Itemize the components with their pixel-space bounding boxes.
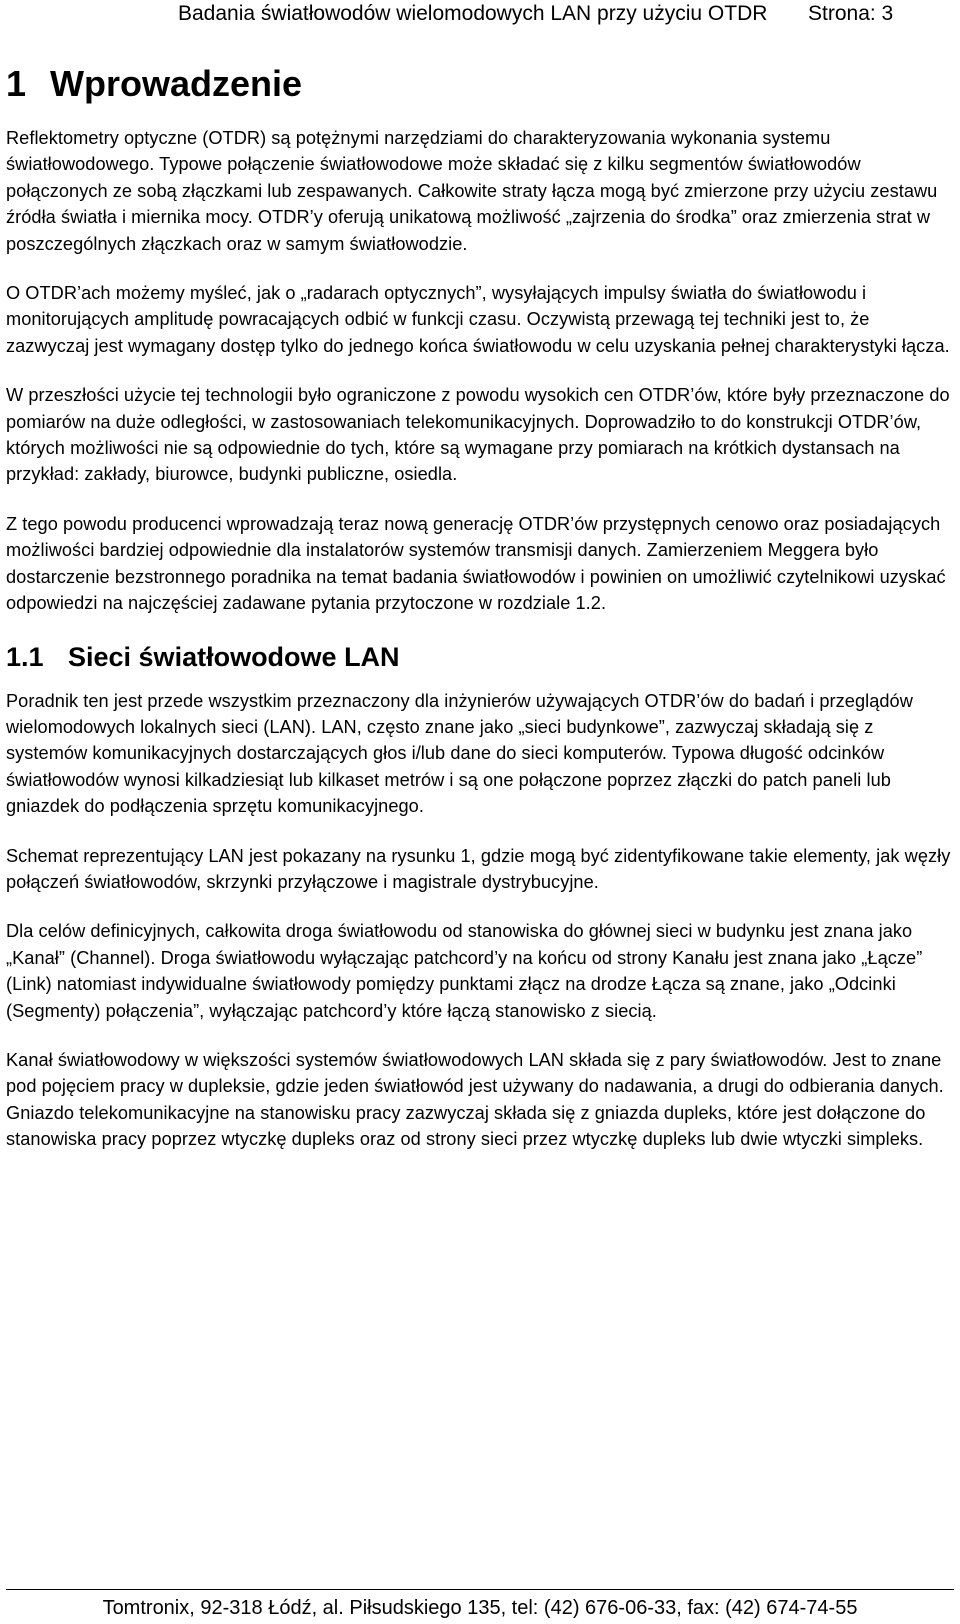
section-1-1-title: Sieci światłowodowe LAN: [68, 641, 400, 672]
section-1-paragraph-3: W przeszłości użycie tej technologii było ograniczone z powodu wysokich cen OTDR’ów, które były przeznaczone do pomiarów na duże odległości, w zastosowaniach telekomunikacyjnych. Doprowadziło to do konstrukcji OTDR’ów, których możliwości nie są odpowiednie do tych, które są wymagane przy pomiarach na krótkich dystansach na przykład: zakłady, biurowce, budynki publiczne, osiedla.: [6, 385, 950, 485]
page-content: [6, 62, 954, 1176]
header-document-title: Badania światłowodów wielomodowych LAN przy użyciu OTDR: [178, 2, 768, 25]
section-1-heading: [6, 62, 954, 106]
section-1-title: Wprowadzenie: [50, 63, 303, 104]
section-1-1-heading: [6, 640, 954, 674]
section-1-number: 1: [6, 63, 27, 104]
header-page-number: Strona: 3: [808, 2, 894, 25]
section-1-1-paragraph-2: Schemat reprezentujący LAN jest pokazany na rysunku 1, gdzie mogą być zidentyfikowane takie elementy, jak węzły połączeń światłowodów, skrzynki przyłączowe i magistrale dystrybucyjne.: [6, 845, 951, 892]
section-1-1-paragraph-1: Poradnik ten jest przede wszystkim przeznaczony dla inżynierów używających OTDR’ów do badań i przeglądów wielomodowych lokalnych sieci (LAN). LAN, często znane jako „sieci budynkowe”, zazwyczaj składają się z systemów komunikacyjnych dostarczających głos i/lub dane do sieci komputerów. Typowa długość odcinków światłowodów wynosi kilkadziesiąt lub kilkaset metrów i są one połączone poprzez złączki do patch paneli lub gniazdek do podłączenia sprzętu komunikacyjnego.: [6, 690, 913, 817]
section-1-1-paragraph-3: Dla celów definicyjnych, całkowita droga światłowodu od stanowiska do głównej sieci w budynku jest znana jako „Kanał” (Channel). Droga światłowodu wyłączając patchcord’y na końcu od strony Kanału jest znana jako „Łącze” (Link) natomiast indywidualne światłowody pomiędzy punktami złącz na drodze Łącza są znane, jako „Odcinki (Segmenty) połączenia”, wyłączając patchcord’y które łączą stanowisko z siecią.: [6, 921, 923, 1021]
footer-divider: [6, 1589, 954, 1590]
section-1-1-paragraph-4: Kanał światłowodowy w większości systemów światłowodowych LAN składa się z pary światłowodów. Jest to znane pod pojęciem pracy w dupleksie, gdzie jeden światłowód jest używany do nadawania, a drugi do odbierania danych. Gniazdo telekomunikacyjne na stanowisku pracy zazwyczaj składa się z gniazda dupleks, które jest dołączone do stanowiska pracy poprzez wtyczkę dupleks oraz od strony sieci przez wtyczkę dupleks lub dwie wtyczki simpleks.: [6, 1049, 944, 1150]
section-1-paragraph-2: O OTDR’ach możemy myśleć, jak o „radarach optycznych”, wysyłających impulsy światła do światłowodu i monitorujących amplitudę powracających odbić w funkcji czasu. Oczywistą przewagą tej techniki jest to, że zazwyczaj jest wymagany dostęp tylko do jednego końca światłowodu w celu uzyskania pełnej charakterystyki łącza.: [6, 283, 950, 356]
section-1-paragraph-1: Reflektometry optyczne (OTDR) są potężnymi narzędziami do charakteryzowania wykonania systemu światłowodowego. Typowe połączenie światłowodowe może składać się z kilku segmentów światłowodów połączonych ze sobą złączkami lub zespawanych. Całkowite straty łącza mogą być zmierzone przy użyciu zestawu źródła światła i miernika mocy. OTDR’y oferują unikatową możliwość „zajrzenia do środka” oraz zmierzenia strat w poszczególnych złączkach oraz w samym światłowodzie.: [6, 128, 938, 254]
section-1-paragraph-4: Z tego powodu producenci wprowadzają teraz nową generację OTDR’ów przystępnych cenowo oraz posiadających możliwości bardziej odpowiednie dla instalatorów systemów transmisji danych. Zamierzeniem Meggera było dostarczenie bezstronnego poradnika na temat badania światłowodów i powinien on umożliwić czytelnikowi uzyskać odpowiedzi na najczęściej zadawane pytania przytoczone w rozdziale 1.2.: [6, 513, 946, 614]
section-1-1-number: 1.1: [6, 641, 44, 672]
page-footer: Tomtronix, 92-318 Łódź, al. Piłsudskiego 135, tel: (42) 676-06-33, fax: (42) 674-74-55: [102, 1597, 858, 1619]
